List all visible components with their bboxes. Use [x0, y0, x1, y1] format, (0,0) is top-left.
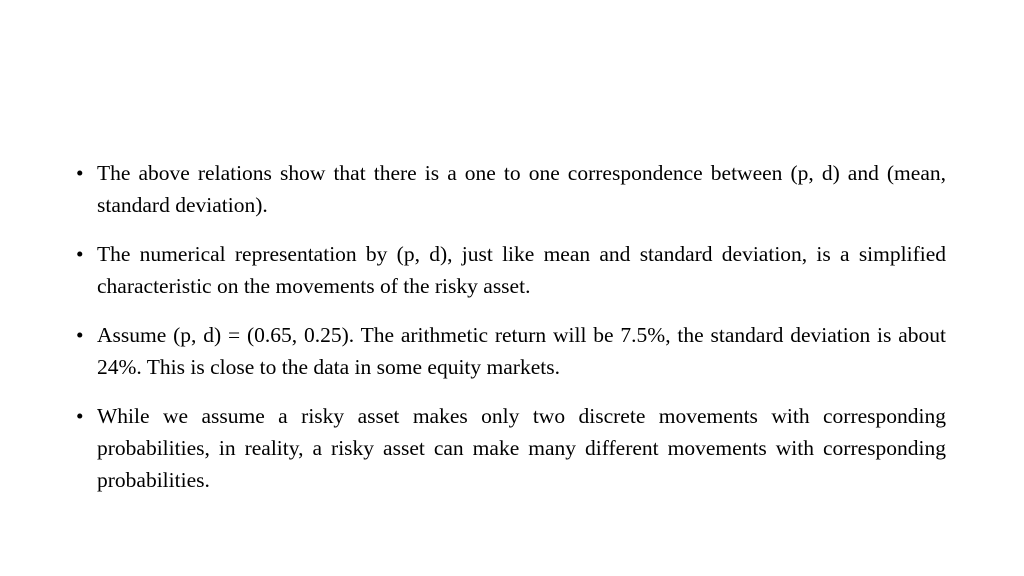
bullet-icon: •: [76, 323, 84, 347]
bullet-text: Assume (p, d) = (0.65, 0.25). The arithmetic return will be 7.5%, the standard deviation is about 24%. This is close to the data in some equity markets.: [97, 323, 946, 379]
bullet-item: [76, 157, 946, 221]
bullet-item: [76, 238, 946, 302]
bullet-text: While we assume a risky asset makes only two discrete movements with corresponding probabilities, in reality, a risky asset can make many different movements with corresponding probabilities.: [97, 404, 946, 492]
bullet-item: [76, 319, 946, 383]
bullet-list: [76, 157, 946, 496]
bullet-icon: •: [76, 404, 84, 428]
bullet-text: The numerical representation by (p, d), just like mean and standard deviation, is a simplified characteristic on the movements of the risky asset.: [97, 242, 946, 298]
bullet-icon: •: [76, 161, 84, 185]
bullet-text: The above relations show that there is a one to one correspondence between (p, d) and (mean, standard deviation).: [97, 161, 946, 217]
bullet-icon: •: [76, 242, 84, 266]
bullet-item: [76, 400, 946, 496]
